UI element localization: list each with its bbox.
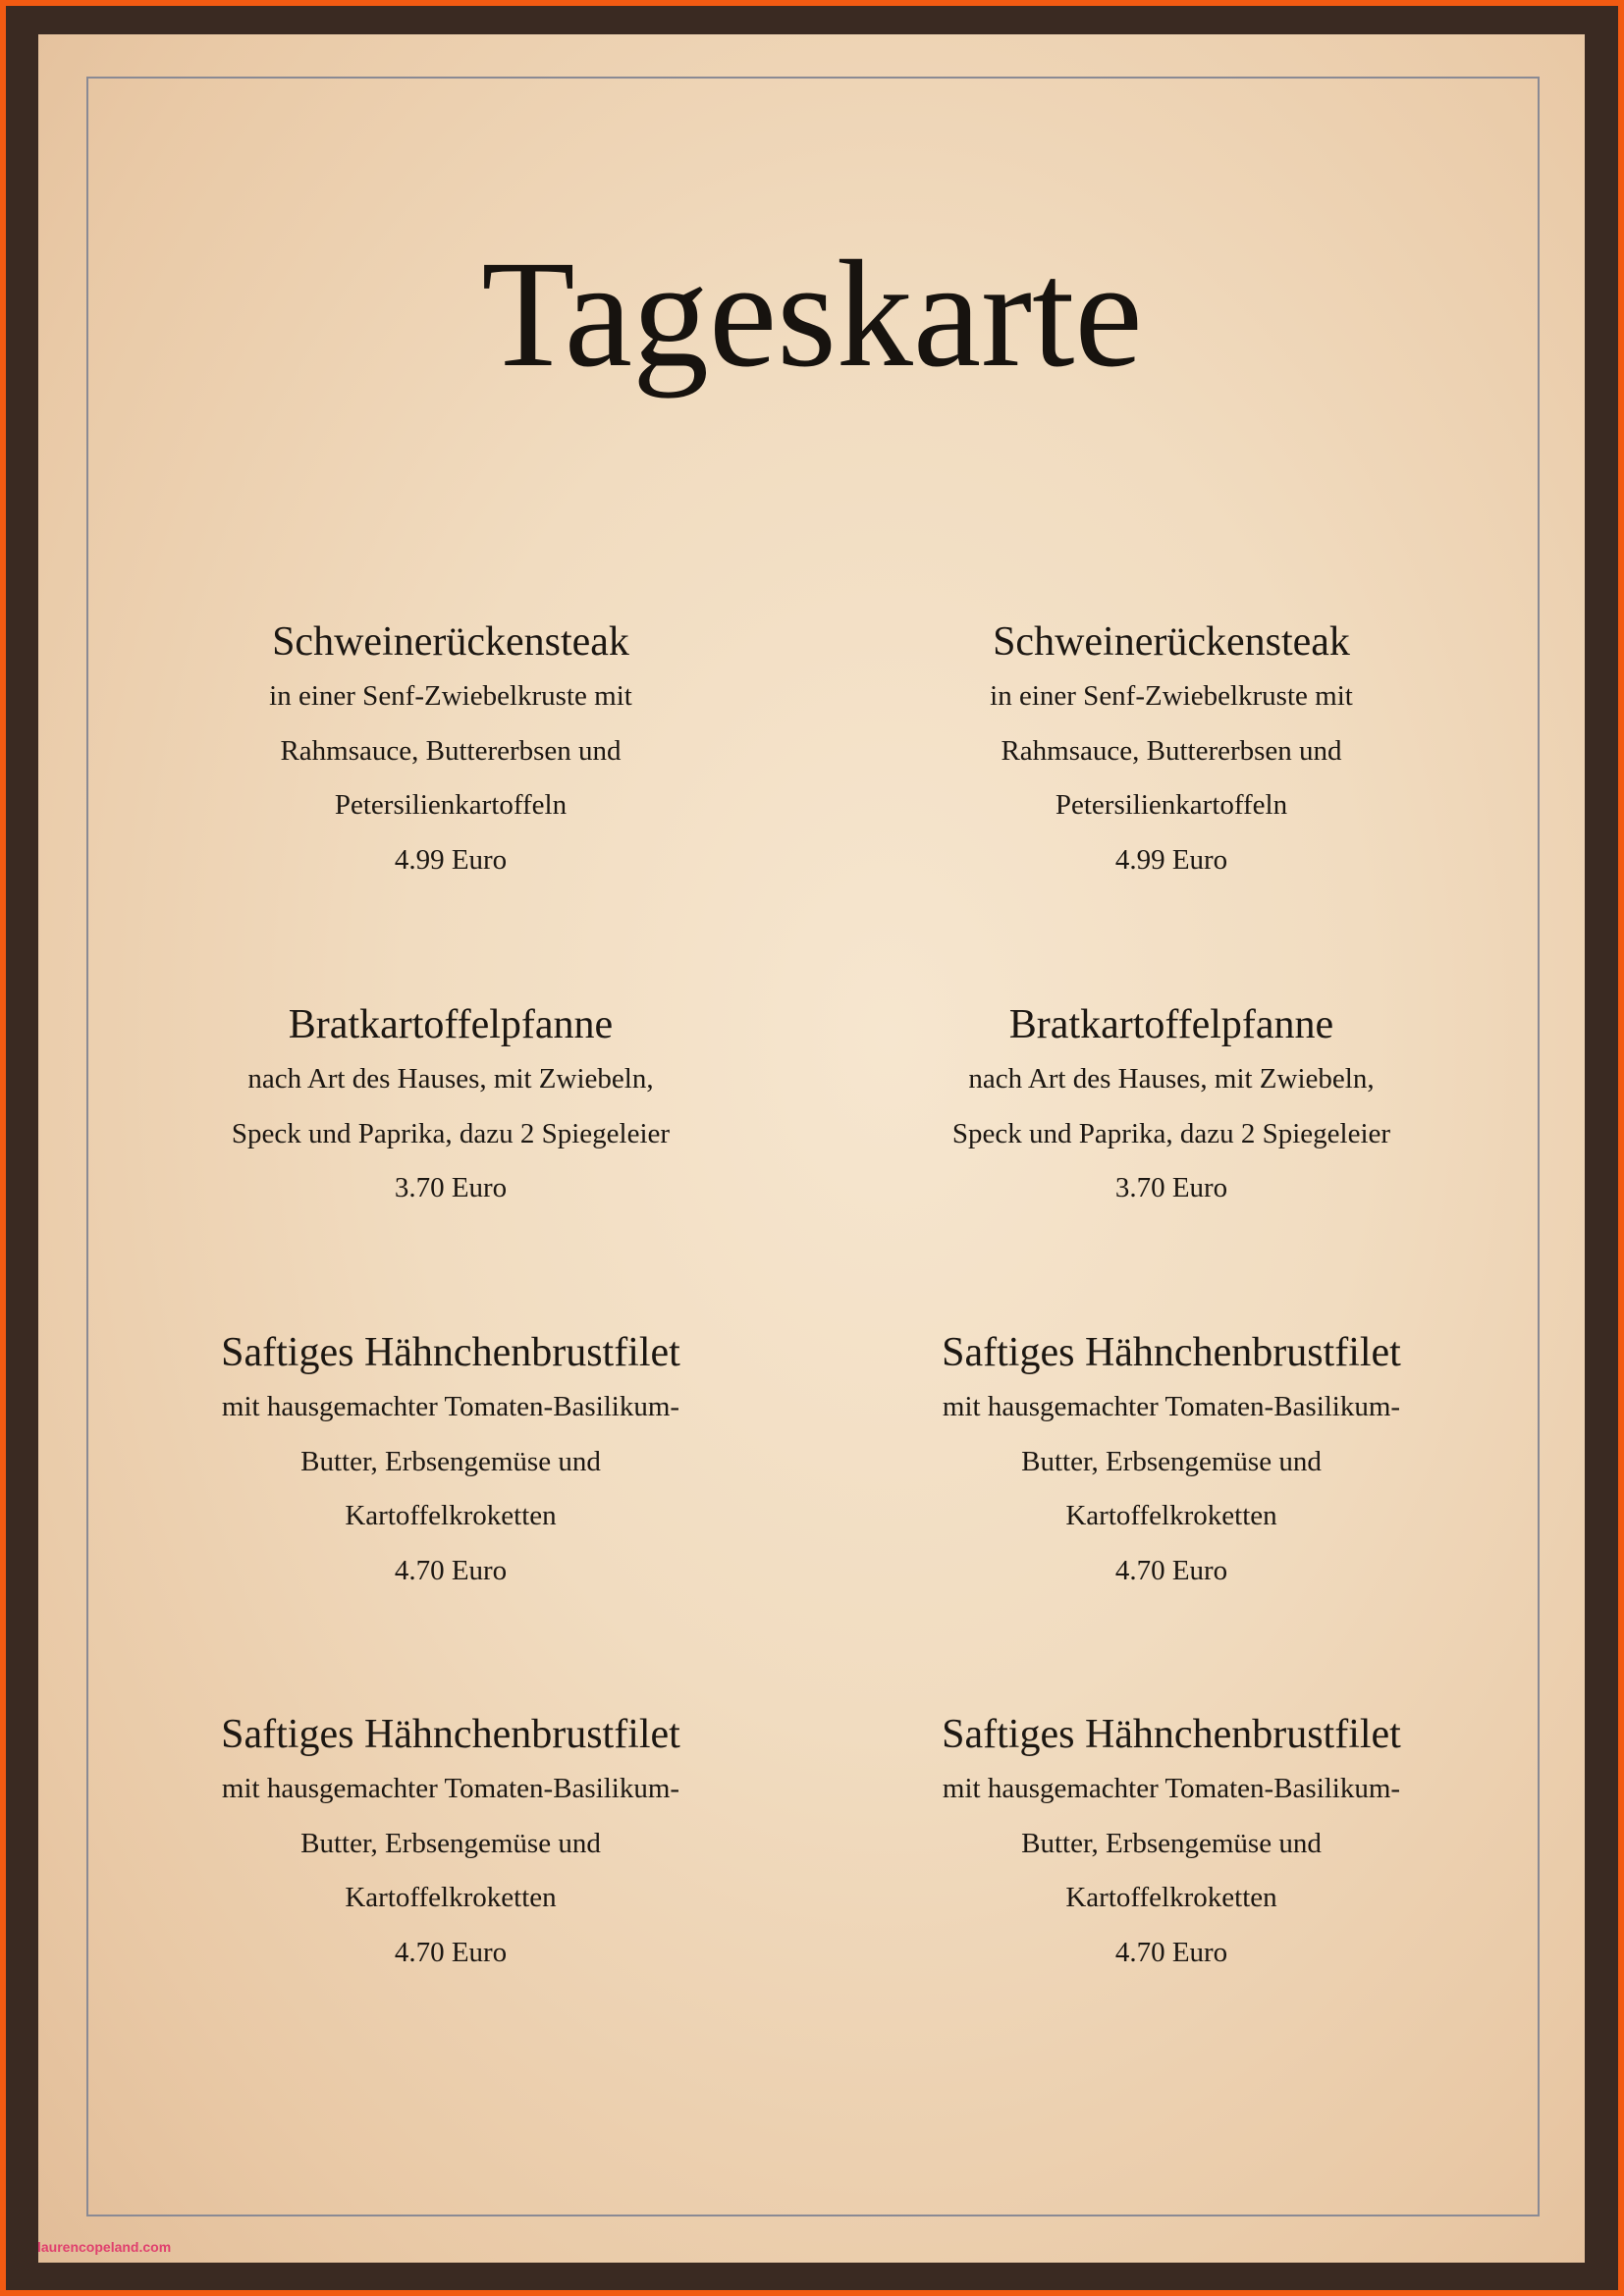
dish-description: Rahmsauce, Buttererbsen und [1001, 734, 1342, 767]
dish-description: Butter, Erbsengemüse und [1021, 1445, 1322, 1477]
dish-price: 4.99 Euro [1114, 843, 1228, 876]
dish-price: 4.99 Euro [394, 843, 508, 876]
dish-description: Kartoffelkroketten [1065, 1882, 1277, 1913]
dish-description: Speck und Paprika, dazu 2 Spiegeleier [951, 1117, 1391, 1149]
dish-price: 4.70 Euro [1114, 1936, 1228, 1968]
dish-price: 3.70 Euro [1114, 1172, 1228, 1203]
dish-description: mit hausgemachter Tomaten-Basilikum- [942, 1391, 1401, 1422]
page-title: Tageskarte [481, 229, 1143, 399]
dish-description: Kartoffelkroketten [1065, 1500, 1277, 1531]
menu-item [176, 997, 726, 1216]
dish-price: 4.70 Euro [394, 1936, 508, 1968]
dish-name: Saftiges Hähnchenbrustfilet [942, 1712, 1401, 1757]
dish-name: Saftiges Hähnchenbrustfilet [942, 1330, 1401, 1375]
dish-price: 4.70 Euro [1114, 1554, 1228, 1586]
dish-description: Butter, Erbsengemüse und [1021, 1827, 1322, 1859]
dish-description: Speck und Paprika, dazu 2 Spiegeleier [231, 1117, 671, 1149]
dish-price: 3.70 Euro [394, 1172, 508, 1203]
dish-name: Bratkartoffelpfanne [288, 1002, 614, 1047]
dish-description: mit hausgemachter Tomaten-Basilikum- [221, 1391, 680, 1422]
dish-description: nach Art des Hauses, mit Zwiebeln, [968, 1063, 1375, 1095]
dish-description: mit hausgemachter Tomaten-Basilikum- [221, 1773, 680, 1804]
dish-description: Petersilienkartoffeln [334, 789, 568, 821]
menu-item [896, 1325, 1446, 1598]
dish-description: in einer Senf-Zwiebelkruste mit [990, 680, 1353, 712]
dish-price: 4.70 Euro [394, 1554, 508, 1586]
menu-item [176, 1707, 726, 1980]
menu-item [896, 997, 1446, 1216]
dish-description: mit hausgemachter Tomaten-Basilikum- [942, 1773, 1401, 1804]
dish-name: Bratkartoffelpfanne [1008, 1002, 1334, 1047]
dish-description: in einer Senf-Zwiebelkruste mit [269, 680, 632, 712]
watermark: laurencopeland.com [37, 2239, 172, 2255]
dish-name: Saftiges Hähnchenbrustfilet [221, 1330, 680, 1375]
dish-name: Saftiges Hähnchenbrustfilet [221, 1712, 680, 1757]
dish-description: Kartoffelkroketten [345, 1500, 557, 1531]
dish-description: Butter, Erbsengemüse und [300, 1827, 601, 1859]
menu-item [896, 614, 1446, 887]
dish-description: nach Art des Hauses, mit Zwiebeln, [247, 1063, 654, 1095]
menu-item [176, 1325, 726, 1598]
dish-description: Rahmsauce, Buttererbsen und [280, 734, 622, 767]
dish-name: Schweinerückensteak [993, 619, 1350, 665]
dish-description: Butter, Erbsengemüse und [300, 1445, 601, 1477]
dish-description: Kartoffelkroketten [345, 1882, 557, 1913]
menu-item [176, 614, 726, 887]
dish-description: Petersilienkartoffeln [1055, 789, 1288, 821]
dish-name: Schweinerückensteak [272, 619, 629, 665]
menu-item [896, 1707, 1446, 1980]
